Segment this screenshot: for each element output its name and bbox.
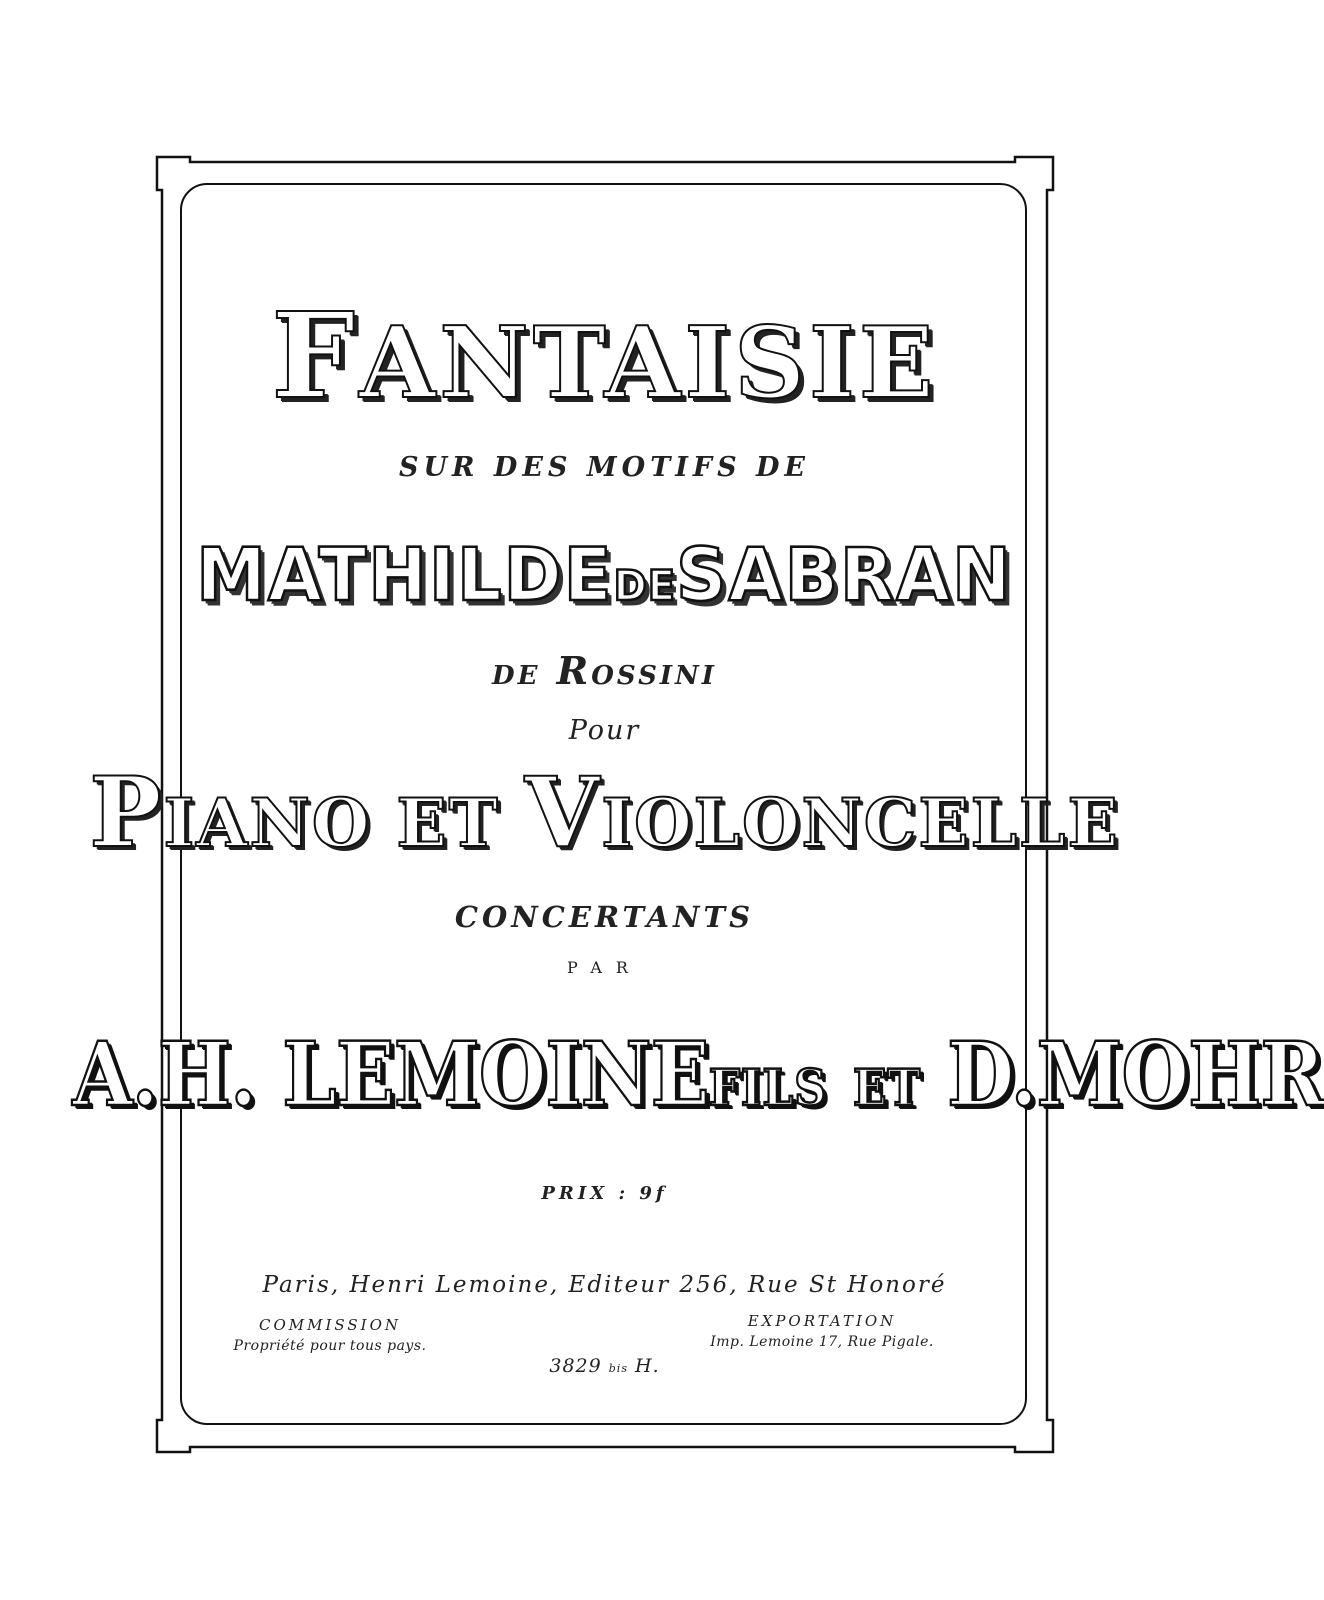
- main-title: [0, 286, 1209, 425]
- composer-prefix: DE: [492, 661, 541, 691]
- composer: [0, 648, 1209, 693]
- exportation-note: Imp. Lemoine 17, Rue Pigale.: [710, 1334, 934, 1350]
- author-first: A.H. LEMOINE: [72, 1022, 709, 1126]
- instrument-v-rest: IOLONCELLE: [601, 784, 1120, 862]
- plate-letter: H.: [635, 1355, 660, 1377]
- opera-connector: DE: [613, 562, 677, 611]
- subtitle: SUR DES MOTIFS DE: [399, 452, 810, 483]
- author-second: D.MOHR: [947, 1022, 1324, 1126]
- concertants-label: CONCERTANTS: [454, 900, 755, 934]
- pour-label: Pour: [568, 715, 641, 746]
- plate-num: 3829: [549, 1355, 602, 1377]
- instrument-p-initial: P: [89, 756, 164, 869]
- authors: [72, 1022, 1324, 1126]
- instrument-p-rest: IANO ET: [163, 784, 525, 862]
- title-rest: ANTAISIE: [359, 306, 938, 421]
- title-initial: F: [271, 286, 360, 425]
- plate-number: [0, 1355, 1209, 1377]
- composer-rest: OSSINI: [591, 661, 717, 691]
- opera-part2: SABRAN: [676, 531, 1013, 619]
- instruments-title: [0, 756, 1209, 869]
- author-fils: FILS: [708, 1058, 827, 1117]
- commission-note: Propriété pour tous pays.: [233, 1338, 427, 1354]
- instrument-v-initial: V: [524, 756, 602, 869]
- author-et: ET: [852, 1058, 921, 1117]
- par-label: PAR: [567, 958, 642, 977]
- publisher-line: Paris, Henri Lemoine, Editeur 256, Rue St Honoré: [262, 1272, 947, 1298]
- price: PRIX : 9f: [541, 1183, 668, 1204]
- plate-suffix: bis: [608, 1362, 628, 1375]
- opera-title: [0, 532, 1209, 618]
- opera-part1: MATHILDE: [196, 531, 614, 619]
- commission-block: [220, 1316, 440, 1354]
- exportation-heading: EXPORTATION: [747, 1312, 897, 1330]
- composer-initial: R: [556, 648, 592, 693]
- exportation-block: [672, 1312, 972, 1350]
- commission-heading: COMMISSION: [258, 1316, 402, 1334]
